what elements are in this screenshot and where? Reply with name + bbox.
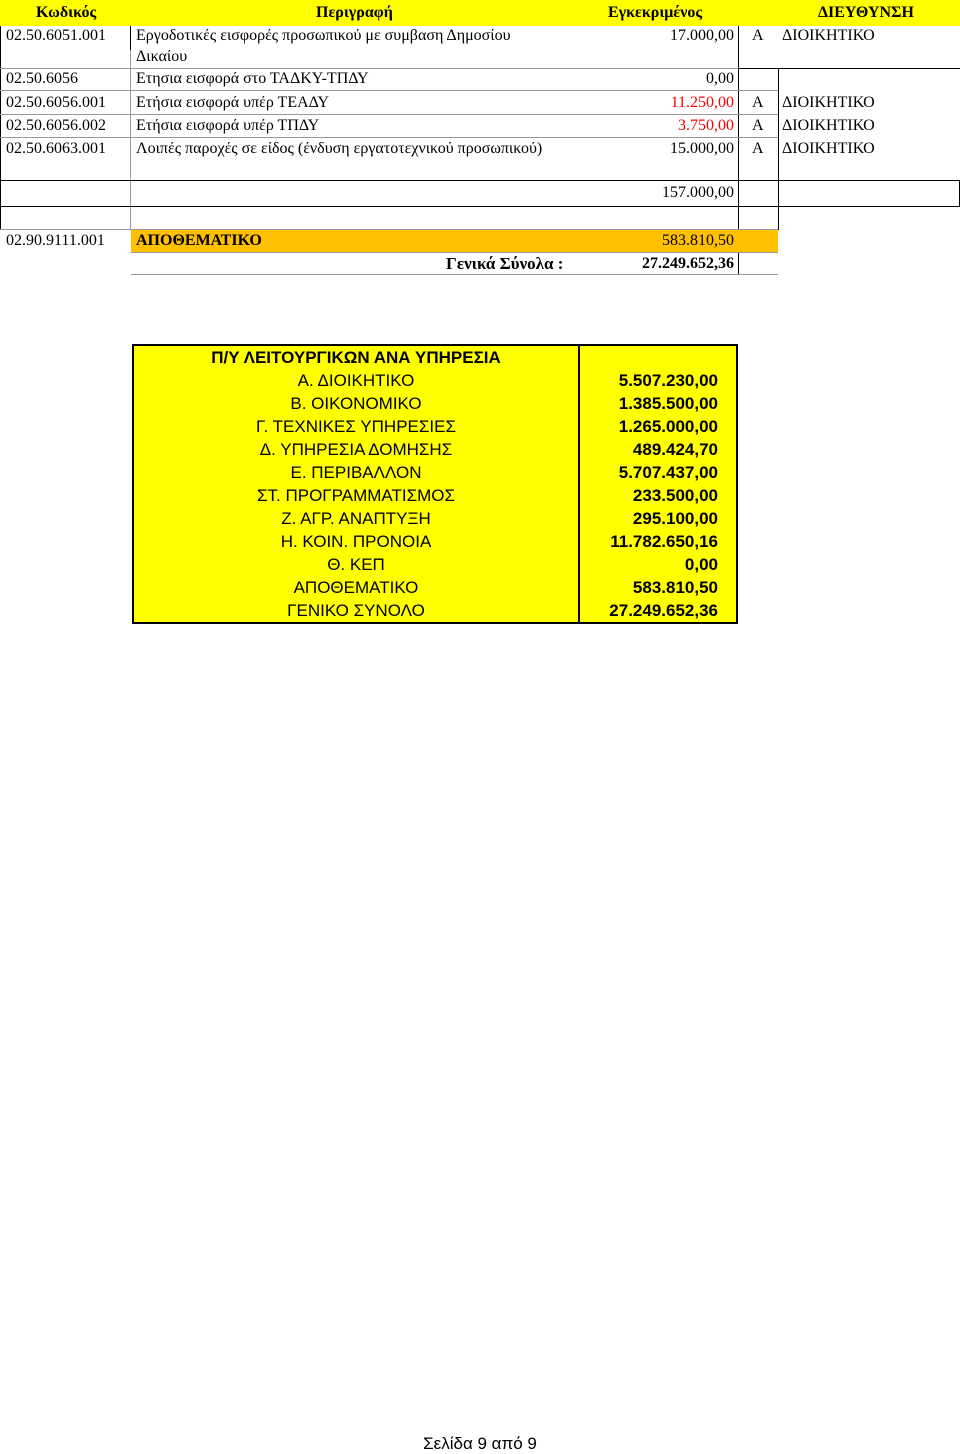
row-amount: 0,00: [706, 70, 734, 87]
row-description: Λοιπές παροχές σε είδος (ένδυση εργατοτεχνικού προσωπικού): [136, 140, 543, 157]
summary-label: Α. ΔΙΟΙΚΗΤΙΚΟ: [297, 371, 415, 390]
reserve-description: ΑΠΟΘΕΜΑΤΙΚΟ: [136, 232, 262, 249]
row-description: Ετησια εισφορά στο ΤΑΔΚΥ-ΤΠΔΥ: [136, 70, 369, 87]
summary-row: [134, 369, 736, 392]
summary-value: 1.265.000,00: [618, 417, 718, 436]
row-description-cont: Δικαίου: [136, 48, 188, 65]
grid-line: [0, 90, 778, 91]
summary-value: 5.707.437,00: [618, 463, 718, 482]
summary-row: [134, 438, 736, 461]
grid-line: [130, 50, 131, 230]
summary-label: Θ. ΚΕΠ: [327, 555, 385, 574]
summary-label: ΑΠΟΘΕΜΑΤΙΚΟ: [293, 578, 419, 597]
grid-line: [0, 206, 960, 207]
grid-line: [0, 114, 778, 115]
subtotal-amount: 157.000,00: [662, 184, 734, 201]
summary-row: [134, 530, 736, 553]
row-direction: ΔΙΟΙΚΗΤΙΚΟ: [782, 94, 875, 111]
summary-label: Β. ΟΙΚΟΝΟΜΙΚΟ: [290, 394, 422, 413]
summary-value: 489.424,70: [632, 440, 718, 459]
row-letter: Α: [752, 140, 764, 157]
grid-line: [131, 274, 778, 275]
summary-label: ΓΕΝΙΚΟ ΣΥΝΟΛΟ: [287, 601, 425, 620]
summary-value: 27.249.652,36: [609, 601, 718, 620]
summary-value: 1.385.500,00: [618, 394, 718, 413]
summary-row: [134, 553, 736, 576]
summary-value: 295.100,00: [632, 509, 718, 528]
summary-table: [132, 344, 738, 624]
grid-line: [0, 68, 778, 69]
summary-label: ΣΤ. ΠΡΟΓΡΑΜΜΑΤΙΣΜΟΣ: [257, 486, 455, 505]
row-direction: ΔΙΟΙΚΗΤΙΚΟ: [782, 27, 875, 44]
summary-label: Γ. ΤΕΧΝΙΚΕΣ ΥΠΗΡΕΣΙΕΣ: [256, 417, 456, 436]
row-amount: 17.000,00: [670, 27, 734, 44]
summary-label: Δ. ΥΠΗΡΕΣΙΑ ΔΟΜΗΣΗΣ: [259, 440, 453, 459]
row-code: 02.50.6056.002: [6, 117, 106, 134]
summary-title-row: [134, 346, 736, 369]
page-number: Σελίδα 9 από 9: [423, 1434, 537, 1453]
row-description: Εργοδοτικές εισφορές προσωπικού με συμβαση Δημοσίου: [136, 27, 511, 44]
grid-line: [131, 252, 778, 253]
summary-row: [134, 507, 736, 530]
summary-title: Π/Υ ΛΕΙΤΟΥΡΓΙΚΩΝ ΑΝΑ ΥΠΗΡΕΣΙΑ: [211, 348, 501, 367]
summary-row: [134, 392, 736, 415]
row-description: Ετήσια εισφορά υπέρ ΤΕΑΔΥ: [136, 94, 330, 111]
grid-line: [130, 26, 131, 50]
row-description: Ετήσια εισφορά υπέρ ΤΠΔΥ: [136, 117, 320, 134]
summary-label: Ε. ΠΕΡΙΒΑΛΛΟΝ: [290, 463, 422, 482]
grid-line: [0, 180, 960, 181]
header-description: Περιγραφή: [316, 4, 393, 21]
row-letter: Α: [752, 27, 764, 44]
row-letter: Α: [752, 94, 764, 111]
summary-row: [134, 484, 736, 507]
row-direction: ΔΙΟΙΚΗΤΙΚΟ: [782, 140, 875, 157]
row-amount: 15.000,00: [670, 140, 734, 157]
grid-line: [0, 137, 778, 138]
header-approved: Εγκεκριμένος: [608, 4, 703, 21]
row-code: 02.50.6056.001: [6, 94, 106, 111]
summary-value: 233.500,00: [632, 486, 718, 505]
row-code: 02.50.6051.001: [6, 27, 106, 44]
row-direction: ΔΙΟΙΚΗΤΙΚΟ: [782, 117, 875, 134]
reserve-amount: 583.810,50: [662, 232, 734, 249]
grid-line: [738, 26, 739, 180]
grid-line: [738, 180, 739, 274]
row-letter: Α: [752, 117, 764, 134]
summary-row: [134, 461, 736, 484]
row-code: 02.50.6056: [6, 70, 78, 87]
summary-label: Ζ. ΑΓΡ. ΑΝΑΠΤΥΞΗ: [281, 509, 431, 528]
summary-row: [134, 415, 736, 438]
grand-total-label: Γενικά Σύνολα :: [446, 254, 564, 273]
grand-total-value: 27.249.652,36: [642, 255, 734, 272]
summary-value: 583.810,50: [632, 578, 718, 597]
summary-row: [134, 576, 736, 599]
reserve-code: 02.90.9111.001: [6, 232, 105, 249]
summary-value: 0,00: [684, 555, 718, 574]
grid-line: [738, 68, 960, 69]
row-amount: 3.750,00: [678, 117, 734, 134]
summary-label: Η. ΚΟΙΝ. ΠΡΟΝΟΙΑ: [280, 532, 432, 551]
row-code: 02.50.6063.001: [6, 140, 106, 157]
summary-value: 11.782.650,16: [610, 532, 718, 551]
summary-row: [134, 599, 736, 622]
header-code: Κωδικός: [36, 4, 97, 21]
row-amount: 11.250,00: [670, 94, 734, 111]
table-header: [0, 0, 960, 26]
header-direction: ΔΙΕΥΘΥΝΣΗ: [818, 4, 914, 21]
grid-line: [0, 26, 1, 230]
summary-value: 5.507.230,00: [618, 371, 718, 390]
